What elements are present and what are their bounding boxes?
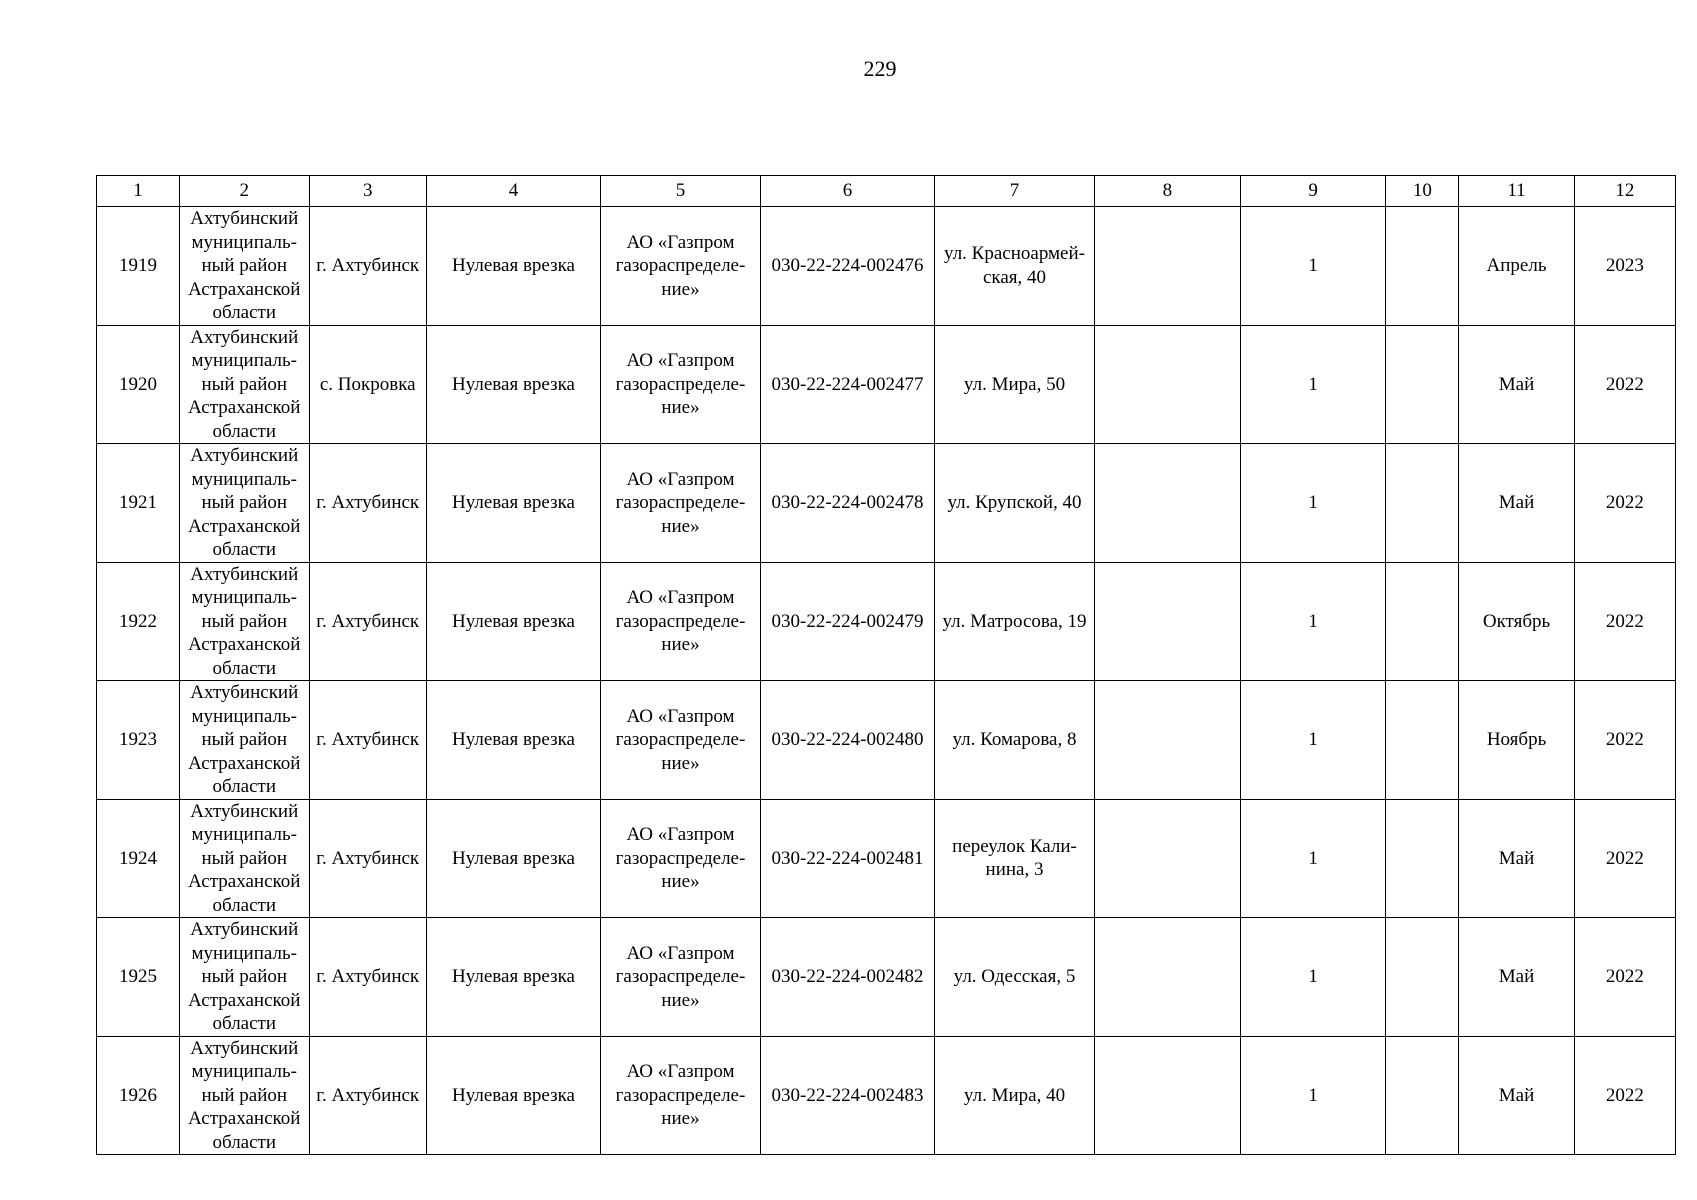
quantity-cell: 1 [1240,562,1386,681]
header-row [97,176,1676,207]
table-row [97,207,1676,326]
connection-type-cell: Нулевая врезка [426,918,600,1037]
table-row [97,325,1676,444]
col-header: 4 [426,176,600,207]
col10-cell [1386,444,1459,563]
district-cell: Ахтубинский муниципаль- ный район Астраханской области [179,444,309,563]
settlement-cell: с. Покровка [309,325,426,444]
row-number: 1920 [97,325,180,444]
settlement-cell: г. Ахтубинск [309,207,426,326]
col-header: 11 [1459,176,1574,207]
gasification-table [96,175,1676,1155]
connection-type-cell: Нулевая врезка [426,325,600,444]
table-row [97,562,1676,681]
col8-cell [1094,681,1240,800]
object-code-cell: 030-22-224-002479 [760,562,934,681]
address-cell: ул. Комарова, 8 [935,681,1095,800]
quantity-cell: 1 [1240,444,1386,563]
address-cell: ул. Матросова, 19 [935,562,1095,681]
district-cell: Ахтубинский муниципаль- ный район Астраханской области [179,325,309,444]
col10-cell [1386,681,1459,800]
organization-cell: АО «Газпром газораспределе- ние» [601,918,761,1037]
month-cell: Май [1459,325,1574,444]
col8-cell [1094,325,1240,444]
year-cell: 2022 [1574,325,1675,444]
organization-cell: АО «Газпром газораспределе- ние» [601,1036,761,1155]
organization-cell: АО «Газпром газораспределе- ние» [601,444,761,563]
table-row [97,681,1676,800]
month-cell: Ноябрь [1459,681,1574,800]
settlement-cell: г. Ахтубинск [309,799,426,918]
address-cell: ул. Крупской, 40 [935,444,1095,563]
month-cell: Октябрь [1459,562,1574,681]
col10-cell [1386,562,1459,681]
object-code-cell: 030-22-224-002480 [760,681,934,800]
connection-type-cell: Нулевая врезка [426,562,600,681]
quantity-cell: 1 [1240,1036,1386,1155]
table-row [97,918,1676,1037]
table-body [97,207,1676,1155]
address-cell: ул. Красноармей- ская, 40 [935,207,1095,326]
quantity-cell: 1 [1240,207,1386,326]
col-header: 8 [1094,176,1240,207]
year-cell: 2022 [1574,444,1675,563]
quantity-cell: 1 [1240,325,1386,444]
col10-cell [1386,799,1459,918]
connection-type-cell: Нулевая врезка [426,1036,600,1155]
object-code-cell: 030-22-224-002478 [760,444,934,563]
row-number: 1925 [97,918,180,1037]
col8-cell [1094,444,1240,563]
organization-cell: АО «Газпром газораспределе- ние» [601,799,761,918]
month-cell: Май [1459,444,1574,563]
row-number: 1919 [97,207,180,326]
table-row [97,799,1676,918]
settlement-cell: г. Ахтубинск [309,444,426,563]
year-cell: 2022 [1574,799,1675,918]
address-cell: ул. Мира, 50 [935,325,1095,444]
row-number: 1924 [97,799,180,918]
settlement-cell: г. Ахтубинск [309,562,426,681]
col-header: 3 [309,176,426,207]
organization-cell: АО «Газпром газораспределе- ние» [601,681,761,800]
object-code-cell: 030-22-224-002481 [760,799,934,918]
col8-cell [1094,918,1240,1037]
col-header: 2 [179,176,309,207]
address-cell: ул. Мира, 40 [935,1036,1095,1155]
organization-cell: АО «Газпром газораспределе- ние» [601,207,761,326]
row-number: 1923 [97,681,180,800]
row-number: 1926 [97,1036,180,1155]
connection-type-cell: Нулевая врезка [426,444,600,563]
organization-cell: АО «Газпром газораспределе- ние» [601,562,761,681]
year-cell: 2022 [1574,681,1675,800]
row-number: 1921 [97,444,180,563]
object-code-cell: 030-22-224-002482 [760,918,934,1037]
col10-cell [1386,1036,1459,1155]
settlement-cell: г. Ахтубинск [309,681,426,800]
district-cell: Ахтубинский муниципаль- ный район Астраханской области [179,1036,309,1155]
district-cell: Ахтубинский муниципаль- ный район Астраханской области [179,799,309,918]
connection-type-cell: Нулевая врезка [426,207,600,326]
col-header: 6 [760,176,934,207]
month-cell: Апрель [1459,207,1574,326]
address-cell: переулок Кали- нина, 3 [935,799,1095,918]
object-code-cell: 030-22-224-002483 [760,1036,934,1155]
quantity-cell: 1 [1240,918,1386,1037]
quantity-cell: 1 [1240,799,1386,918]
page-number: 229 [863,56,897,81]
row-number: 1922 [97,562,180,681]
col8-cell [1094,1036,1240,1155]
object-code-cell: 030-22-224-002476 [760,207,934,326]
col-header: 9 [1240,176,1386,207]
connection-type-cell: Нулевая врезка [426,799,600,918]
district-cell: Ахтубинский муниципаль- ный район Астраханской области [179,918,309,1037]
col8-cell [1094,799,1240,918]
month-cell: Май [1459,918,1574,1037]
settlement-cell: г. Ахтубинск [309,1036,426,1155]
year-cell: 2022 [1574,562,1675,681]
quantity-cell: 1 [1240,681,1386,800]
col-header: 1 [97,176,180,207]
year-cell: 2022 [1574,1036,1675,1155]
table-row [97,444,1676,563]
month-cell: Май [1459,799,1574,918]
year-cell: 2023 [1574,207,1675,326]
district-cell: Ахтубинский муниципаль- ный район Астраханской области [179,207,309,326]
connection-type-cell: Нулевая врезка [426,681,600,800]
col-header: 10 [1386,176,1459,207]
district-cell: Ахтубинский муниципаль- ный район Астраханской области [179,562,309,681]
col10-cell [1386,207,1459,326]
month-cell: Май [1459,1036,1574,1155]
col8-cell [1094,207,1240,326]
col8-cell [1094,562,1240,681]
col10-cell [1386,918,1459,1037]
col10-cell [1386,325,1459,444]
settlement-cell: г. Ахтубинск [309,918,426,1037]
col-header: 12 [1574,176,1675,207]
organization-cell: АО «Газпром газораспределе- ние» [601,325,761,444]
col-header: 7 [935,176,1095,207]
address-cell: ул. Одесская, 5 [935,918,1095,1037]
year-cell: 2022 [1574,918,1675,1037]
col-header: 5 [601,176,761,207]
object-code-cell: 030-22-224-002477 [760,325,934,444]
table-row [97,1036,1676,1155]
district-cell: Ахтубинский муниципаль- ный район Астраханской области [179,681,309,800]
